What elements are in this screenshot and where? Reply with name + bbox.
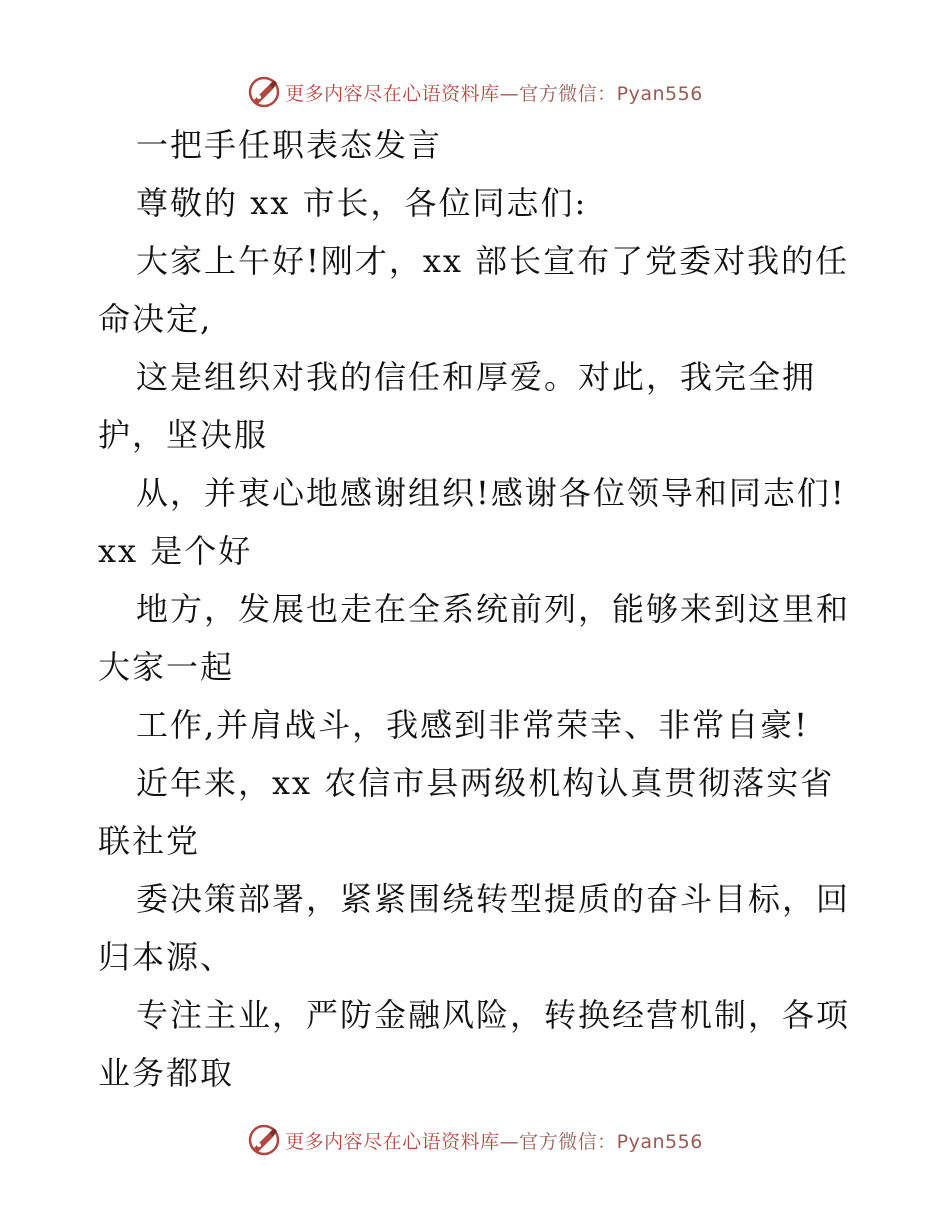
paragraph-line: 从，并衷心地感谢组织!感谢各位领导和同志们!: [136, 474, 846, 512]
watermark-wechat: 官方微信：Pyan556: [519, 82, 703, 105]
paragraph-line: 委决策部署，紧紧围绕转型提质的奋斗目标，回: [136, 880, 851, 918]
header-watermark: [0, 72, 950, 112]
watermark-site-name: 更多内容尽在心语资料库: [285, 1130, 500, 1153]
document-body: [98, 116, 858, 1102]
paragraph-line: 近年来，xx 农信市县两级机构认真贯彻落实省: [136, 764, 835, 802]
paragraph-line: 归本源、: [98, 938, 235, 976]
paragraph-line: 地方，发展也走在全系统前列，能够来到这里和: [136, 590, 851, 628]
paragraph-line: 命决定,: [98, 300, 213, 338]
footer-watermark: [0, 1120, 950, 1160]
paragraph-line: 专注主业，严防金融风险，转换经营机制，各项: [136, 996, 851, 1034]
pen-logo-icon: [247, 1123, 281, 1157]
paragraph-line: 大家上午好!刚才，xx 部长宣布了党委对我的任: [136, 242, 850, 280]
paragraph-line: 联社党: [98, 822, 201, 860]
watermark-text: [285, 1127, 703, 1154]
paragraph-line: 大家一起: [98, 648, 235, 686]
document-title: 一把手任职表态发言: [136, 126, 443, 164]
watermark-dash: —: [499, 1130, 520, 1153]
paragraph-line: xx 是个好: [98, 532, 253, 570]
watermark-site-name: 更多内容尽在心语资料库: [285, 82, 500, 105]
watermark-text: [285, 79, 703, 106]
paragraph-line: 业务都取: [98, 1054, 235, 1092]
watermark-dash: —: [499, 82, 520, 105]
paragraph-line: 这是组织对我的信任和厚爱。对此，我完全拥: [136, 358, 817, 396]
pen-logo-icon: [247, 75, 281, 109]
paragraph-line: 工作,并肩战斗，我感到非常荣幸、非常自豪!: [136, 706, 810, 744]
paragraph-line: 护，坚决服: [98, 416, 269, 454]
watermark-wechat: 官方微信：Pyan556: [519, 1130, 703, 1153]
salutation: 尊敬的 xx 市长，各位同志们:: [136, 184, 588, 222]
